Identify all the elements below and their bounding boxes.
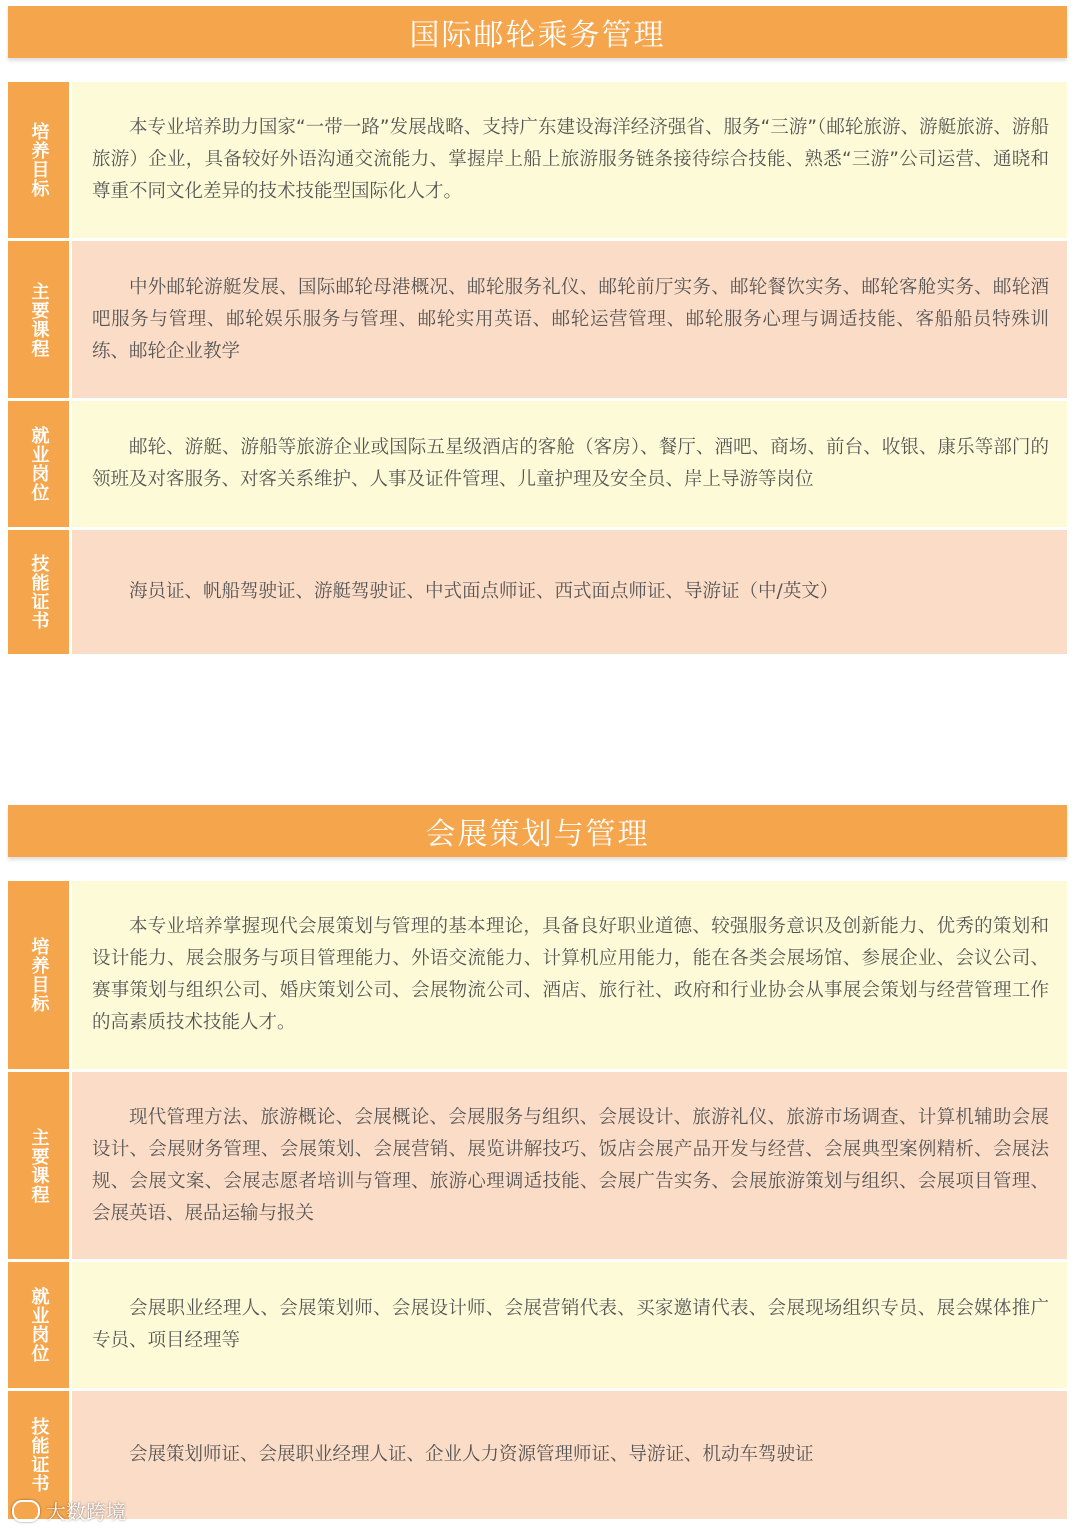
row-content: 海员证、帆船驾驶证、游艇驾驶证、中式面点师证、西式面点师证、导游证（中/英文）	[72, 530, 1067, 654]
row-jobs	[8, 1262, 1067, 1388]
row-content: 本专业培养掌握现代会展策划与管理的基本理论，具备良好职业道德、较强服务意识及创新能力、优秀的策划和设计能力、展会服务与项目管理能力、外语交流能力、计算机应用能力，能在各类会展场馆、参展企业、会议公司、赛事策划与组织公司、婚庆策划公司、会展物流公司、酒店、旅行社、政府和行业协会从事展会策划与经营管理工作的高素质技术技能人才。	[72, 881, 1067, 1069]
row-label: 培养目标	[8, 881, 69, 1069]
row-label: 就业岗位	[8, 1262, 69, 1388]
row-label: 就业岗位	[8, 401, 69, 527]
watermark-logo-icon	[12, 1500, 40, 1522]
row-main-courses	[8, 1072, 1067, 1259]
row-label: 技能证书	[8, 1391, 69, 1519]
section-cruise-management	[8, 6, 1067, 654]
row-content: 会展策划师证、会展职业经理人证、企业人力资源管理师证、导游证、机动车驾驶证	[72, 1391, 1067, 1519]
watermark-text: 大数跨境	[46, 1500, 126, 1524]
row-certificates	[8, 1391, 1067, 1519]
row-label: 技能证书	[8, 530, 69, 654]
row-content: 会展职业经理人、会展策划师、会展设计师、会展营销代表、买家邀请代表、会展现场组织专员、展会媒体推广专员、项目经理等	[72, 1262, 1067, 1388]
row-label: 主要课程	[8, 1072, 69, 1259]
row-content: 中外邮轮游艇发展、国际邮轮母港概况、邮轮服务礼仪、邮轮前厅实务、邮轮餐饮实务、邮轮客舱实务、邮轮酒吧服务与管理、邮轮娱乐服务与管理、邮轮实用英语、邮轮运营管理、邮轮服务心理与调适技能、客船船员特殊训练、邮轮企业教学	[72, 241, 1067, 398]
section-title-banner	[8, 6, 1067, 58]
row-label: 培养目标	[8, 82, 69, 238]
info-table	[8, 881, 1067, 1519]
section-exhibition-planning	[8, 805, 1067, 1519]
row-certificates	[8, 530, 1067, 654]
row-training-goal	[8, 881, 1067, 1069]
section-title: 会展策划与管理	[425, 817, 650, 852]
watermark	[12, 1496, 126, 1525]
info-table	[8, 82, 1067, 654]
row-label: 主要课程	[8, 241, 69, 398]
row-jobs	[8, 401, 1067, 527]
section-title-banner	[8, 805, 1067, 857]
row-content: 本专业培养助力国家“一带一路”发展战略、支持广东建设海洋经济强省、服务“三游”（邮轮旅游、游艇旅游、游船旅游）企业，具备较好外语沟通交流能力、掌握岸上船上旅游服务链条接待综合技能、熟悉“三游”公司运营、通晓和尊重不同文化差异的技术技能型国际化人才。	[72, 82, 1067, 238]
row-content: 邮轮、游艇、游船等旅游企业或国际五星级酒店的客舱（客房）、餐厅、酒吧、商场、前台、收银、康乐等部门的领班及对客服务、对客关系维护、人事及证件管理、儿童护理及安全员、岸上导游等岗位	[72, 401, 1067, 527]
row-main-courses	[8, 241, 1067, 398]
section-title: 国际邮轮乘务管理	[409, 18, 666, 53]
row-content: 现代管理方法、旅游概论、会展概论、会展服务与组织、会展设计、旅游礼仪、旅游市场调查、计算机辅助会展设计、会展财务管理、会展策划、会展营销、展览讲解技巧、饭店会展产品开发与经营、会展典型案例精析、会展法规、会展文案、会展志愿者培训与管理、旅游心理调适技能、会展广告实务、会展旅游策划与组织、会展项目管理、会展英语、展品运输与报关	[72, 1072, 1067, 1259]
row-training-goal	[8, 82, 1067, 238]
